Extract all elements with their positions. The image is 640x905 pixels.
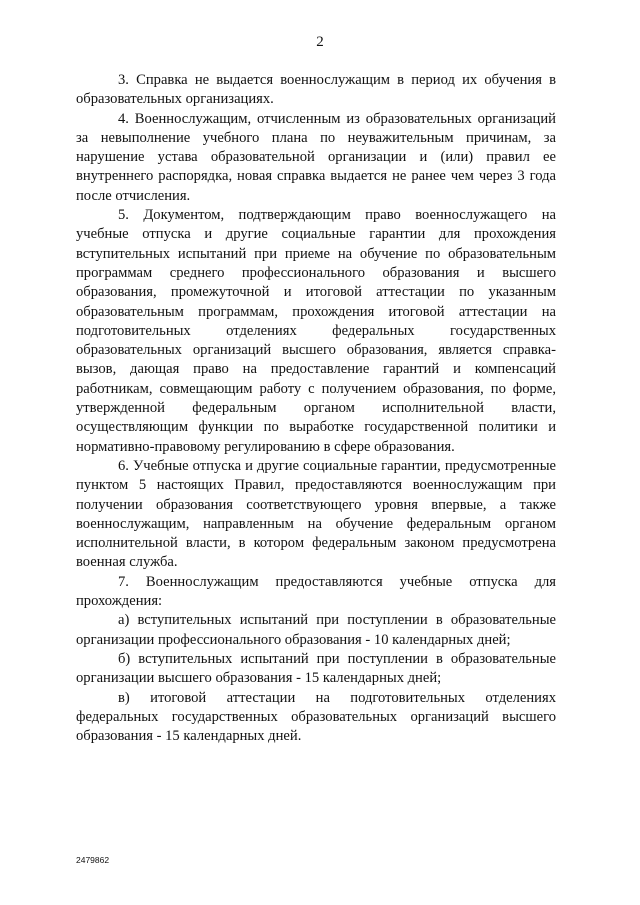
- paragraph-5: 5. Документом, подтверждающим право военнослужащего на учебные отпуска и другие социальные гарантии для прохождения вступительных испытаний при приеме на обучение по образовательным программам среднего профессионального образования и высшего образования, промежуточной и итоговой аттестации по указанным образовательным программам, прохождения итоговой аттестации на подготовительных отделениях федеральных государственных образовательных организаций высшего образования, является справка-вызов, дающая право на предоставление гарантий и компенсаций работникам, совмещающим работу с получением образования, по форме, утвержденной федеральным органом исполнительной власти, осуществляющим функции по выработке государственной политики и нормативно-правовому регулированию в сфере образования.: [76, 207, 556, 455]
- paragraph-7b: б) вступительных испытаний при поступлении в образовательные организации высшего образования - 15 календарных дней;: [76, 650, 556, 687]
- paragraph-7a: а) вступительных испытаний при поступлении в образовательные организации профессионального образования - 10 календарных дней;: [76, 612, 556, 648]
- document-body: [76, 71, 556, 746]
- page-number: 2: [316, 34, 324, 50]
- paragraph-7: 7. Военнослужащим предоставляются учебные отпуска для прохождения:: [76, 573, 556, 610]
- paragraph-6: 6. Учебные отпуска и другие социальные гарантии, предусмотренные пунктом 5 настоящих Правил, предоставляются военнослужащим при получении образования соответствующего уровня впервые, а также военнослужащим, направленным на обучение федеральным органом исполнительной власти, в котором федеральным законом предусмотрена военная служба.: [76, 457, 556, 571]
- paragraph-4: 4. Военнослужащим, отчисленным из образовательных организаций за невыполнение учебного плана по неуважительным причинам, за нарушение устава образовательной организации и (или) правил ее внутреннего распорядка, новая справка выдается не ранее чем через 3 года после отчисления.: [76, 110, 556, 204]
- document-code: 2479862: [76, 855, 110, 865]
- paragraph-3: 3. Справка не выдается военнослужащим в период их обучения в образовательных организациях.: [76, 72, 556, 108]
- paragraph-7v: в) итоговой аттестации на подготовительных отделениях федеральных государственных образовательных организаций высшего образования - 15 календарных дней.: [76, 689, 556, 745]
